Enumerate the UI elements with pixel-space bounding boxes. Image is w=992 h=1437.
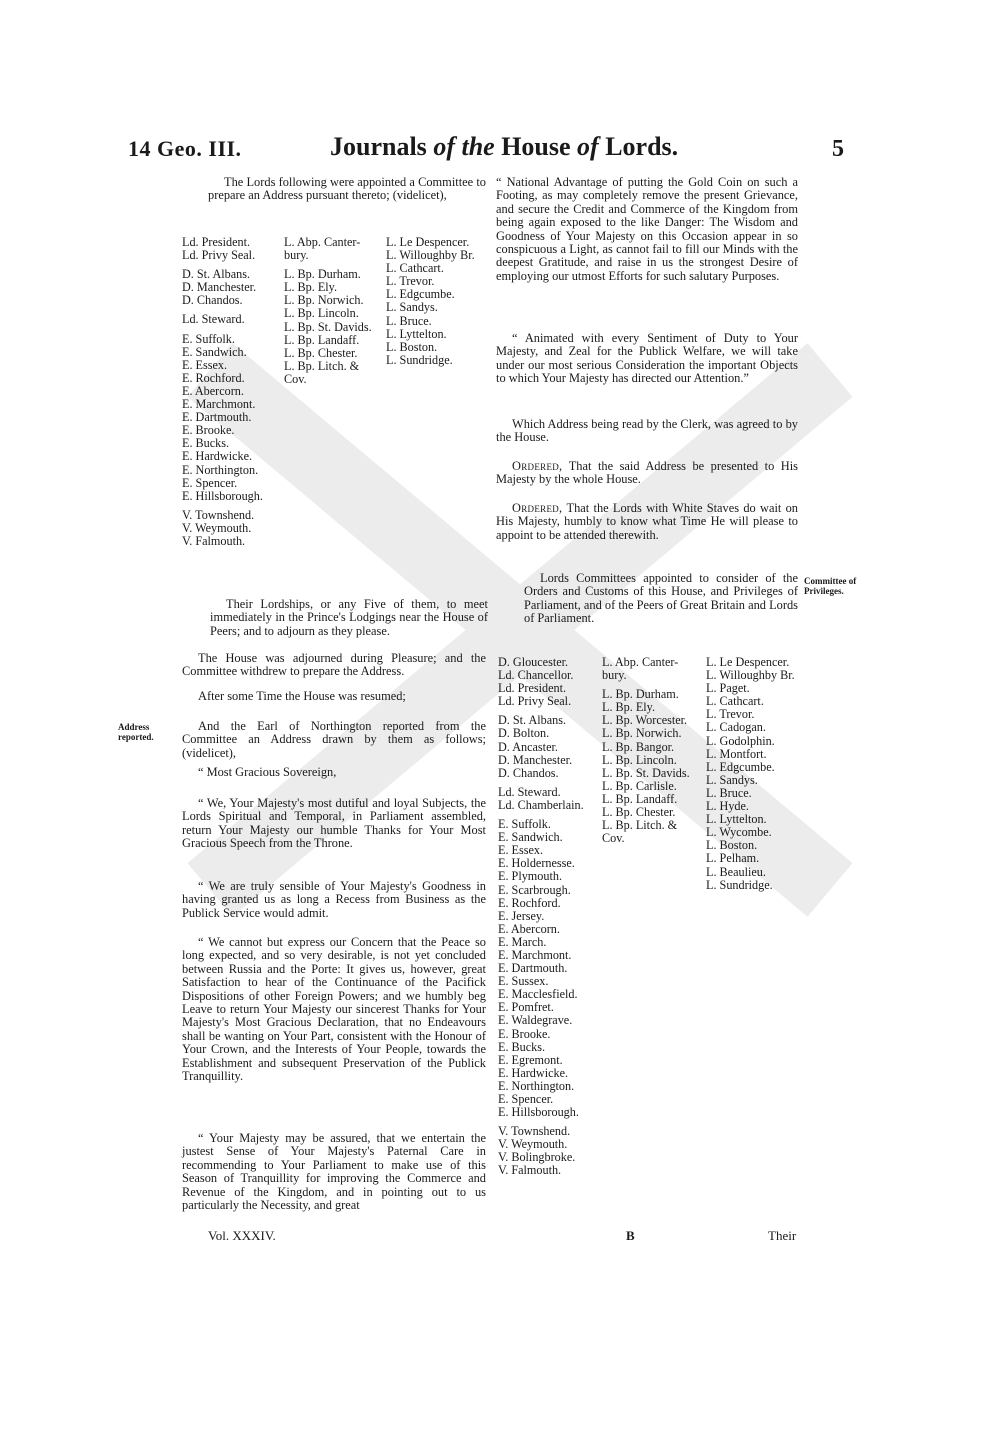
address-reported: And the Earl of Northington reported from the Committee an Address drawn by them as follows; (videlicet), [182,719,486,760]
list-item: L. Edgcumbe. [706,759,775,774]
list-item: L. Bp. Landaff. [284,332,360,347]
list-item: L. Willoughby Br. [386,248,475,263]
list-item: L. Hyde. [706,799,749,814]
list-item: D. Bolton. [498,726,550,741]
list-item: Ld. Privy Seal. [498,694,572,709]
list-item: L. Paget. [706,681,750,696]
list-item: E. Marchmont. [498,947,572,962]
list-item: E. Dartmouth. [182,410,252,425]
running-head-regnal: 14 Geo. III. [128,136,242,161]
list-item: E. March. [498,934,547,949]
volume-number: Vol. XXXIV. [208,1228,276,1243]
list-item: L. Trevor. [706,707,755,722]
list-item: Ld. Steward. [182,312,245,327]
address-para-4: “ Your Majesty may be assured, that we entertain the justest Sense of Your Majesty's Paternal Care in recommending to Your Parliament to make use of this Season of Tranquillity for improving the Commerce and Revenue of the Kingdom, and in pointing out to us particularly the Necessity, and great [182,1131,486,1213]
list-item: Ld. Chancellor. [498,668,574,683]
list-item: L. Lyttelton. [706,812,767,827]
list-item: V. Falmouth. [498,1163,562,1178]
margin-note-address: Address reported. [118,722,154,742]
list-item: E. Marchmont. [182,397,256,412]
list-item: Cov. [284,371,307,386]
list-item: L. Sundridge. [386,352,453,367]
list-item: Ld. Privy Seal. [182,248,256,263]
list-item: Ld. Chamberlain. [498,797,584,812]
list-item: L. Bp. Durham. [284,267,361,282]
list-item: E. Abercorn. [498,921,560,936]
order-white-staves: Ordered, That the Lords with White Staves do wait on His Majesty, humbly to know what Time He will please to appoint to be attended therewith. [496,501,799,542]
list-item: E. Northington. [498,1078,575,1093]
list-item: L. Bp. St. Davids. [602,765,690,780]
page-number: 5 [832,136,844,162]
list-item: L. Bp. Chester. [602,805,676,820]
list-item: E. Dartmouth. [498,961,568,976]
list-item: L. Bp. Lincoln. [284,306,359,321]
list-item: L. Bp. Bangor. [602,739,675,754]
list-item: L. Le Despencer. [706,655,790,669]
list-item: E. Northington. [182,462,259,477]
address-para-6: “ Animated with every Sentiment of Duty to Your Majesty, and Zeal for the Publick Welfare, we will take under our most serious Consideration the important Objects to which Your Majesty has directed our Attention.” [496,331,798,386]
title-house: House [501,132,571,161]
list-item: E. Brooke. [182,423,235,438]
list-item: E. Suffolk. [182,331,235,346]
list-item: E. Rochford. [182,370,245,385]
list-item: L. Wycombe. [706,825,772,840]
list-item: E. Scarbrough. [498,882,571,897]
list-item: L. Montfort. [706,746,767,761]
list-item: E. Essex. [498,843,544,858]
list-item: Cov. [602,831,625,846]
address-salutation: “ Most Gracious Sovereign, [198,765,337,779]
order-present-address: Ordered, That the said Address be presented to His Majesty by the whole House. [496,459,798,487]
list-item: L. Godolphin. [706,733,775,748]
list-item: L. Bp. Litch. & [602,818,678,833]
list-item: L. Bp. Carlisle. [602,778,677,793]
list-item: L. Cathcart. [706,694,764,709]
list-item: E. Hillsborough. [182,488,263,503]
margin-note-privileges: Committee of Privileges. [804,576,857,596]
list-item: L. Bruce. [706,785,752,800]
list-item: E. Pomfret. [498,1000,554,1015]
list-item: L. Edgcumbe. [386,287,455,302]
list-item: Ld. President. [182,235,251,249]
list-item: D. St. Albans. [182,267,251,282]
list-item: V. Bolingbroke. [498,1150,576,1165]
list-item: D. St. Albans. [498,713,567,728]
privileges-list-col1 [498,656,602,1178]
list-item: E. Hardwicke. [498,1065,569,1080]
list-item: E. Sussex. [498,974,549,989]
list-item: E. Essex. [182,357,228,372]
list-item: D. Manchester. [182,280,257,295]
list-item: E. Bucks. [498,1039,546,1054]
list-item: E. Suffolk. [498,817,551,832]
list-item: L. Cadogan. [706,720,766,735]
list-item: E. Jersey. [498,908,545,923]
list-item: E. Macclesfield. [498,987,578,1002]
meet-instructions: Their Lordships, or any Five of them, to meet immediately in the Prince's Lodgings near the House of Peers; and to adjourn as they please. [210,597,488,638]
list-item: D. Manchester. [498,752,573,767]
list-item: bury. [284,248,309,263]
list-item: bury. [602,668,627,683]
list-item: L. Bp. Norwich. [284,293,364,308]
list-item: D. Gloucester. [498,655,569,669]
list-item: D. Chandos. [498,765,559,780]
list-item: E. Plymouth. [498,869,562,884]
list-item: D. Ancaster. [498,739,558,754]
list-item: E. Waldegrave. [498,1013,573,1028]
list-item: V. Townshend. [182,507,255,522]
list-item: E. Holdernesse. [498,856,575,871]
list-item: E. Sandwich. [182,344,247,359]
list-item: E. Hardwicke. [182,449,253,464]
list-item: L. Lyttelton. [386,326,447,341]
house-resumed: After some Time the House was resumed; [198,689,406,703]
list-item: L. Bp. Litch. & [284,358,360,373]
address-para-3: “ We cannot but express our Concern that the Peace so long expected, and so very desirable, is not yet concluded between Russia and the Porte: It gives us, however, great Satisfaction to hear of the Continuance of the Pacifick Dispositions of other Foreign Powers; and we humbly beg Leave to return Your Majesty our sincerest Thanks for Your Majesty's Most Gracious Declaration, that no Endeavours shall be wanting on Your Part, consistent with the Honour of Your Crown, and the Interests of Your People, towards the Establishment and subsequent Preservation of the Publick Tranquillity. [182,935,486,1084]
list-item: D. Chandos. [182,293,243,308]
list-item: L. Bp. St. Davids. [284,319,372,334]
list-item: L. Abp. Canter- [284,235,361,249]
catchword: Their [768,1228,797,1243]
list-item: L. Bp. Ely. [602,700,656,715]
list-item: V. Falmouth. [182,533,246,548]
list-item: E. Sandwich. [498,830,563,845]
list-item: L. Bp. Ely. [284,280,338,295]
list-item: V. Townshend. [498,1124,571,1139]
committee-list-col3 [386,236,490,367]
list-item: L. Boston. [386,339,438,354]
list-item: E. Rochford. [498,895,561,910]
list-item: L. Bp. Durham. [602,687,679,702]
list-item: L. Sundridge. [706,877,773,892]
list-item: E. Bucks. [182,436,230,451]
committee-intro: The Lords following were appointed a Committee to prepare an Address pursuant thereto; (videlicet), [208,175,486,203]
address-para-1: “ We, Your Majesty's most dutiful and loyal Subjects, the Lords Spiritual and Temporal, in Parliament assembled, return Your Majesty our humble Thanks for Your Most Gracious Speech from the Throne. [182,796,486,851]
list-item: L. Bp. Landaff. [602,791,678,806]
privileges-committee-heading: Lords Committees appointed to consider of the Orders and Customs of this House, and Privileges of Parliament, and of the Peers of Great Britain and Lords of Parliament. [524,571,798,626]
list-item: V. Weymouth. [182,520,252,535]
list-item: L. Cathcart. [386,261,444,276]
title-lords: Lords. [605,132,679,161]
list-item: L. Sandys. [706,772,758,787]
list-item: L. Sandys. [386,300,438,315]
list-item: L. Bp. Lincoln. [602,752,677,767]
list-item: E. Brooke. [498,1026,551,1041]
address-para-2: “ We are truly sensible of Your Majesty's Goodness in having granted us as long a Recess from Business as the Publick Service would admit. [182,879,486,920]
committee-list-col2 [284,236,376,386]
list-item: L. Le Despencer. [386,235,470,249]
list-item: L. Beaulieu. [706,864,766,879]
list-item: Ld. Steward. [498,784,561,799]
list-item: E. Spencer. [182,475,238,490]
list-item: L. Bp. Worcester. [602,713,688,728]
running-head-title [330,132,678,162]
list-item: L. Abp. Canter- [602,655,679,669]
privileges-list-col2 [602,656,704,845]
list-item: L. Willoughby Br. [706,668,795,683]
list-item: E. Spencer. [498,1092,554,1106]
list-item: L. Pelham. [706,851,760,866]
list-item: E. Hillsborough. [498,1105,579,1120]
house-adjourned: The House was adjourned during Pleasure; and the Committee withdrew to prepare the Address. [182,651,486,679]
list-item: V. Weymouth. [498,1137,568,1152]
list-item: E. Egremont. [498,1052,563,1067]
list-item: L. Boston. [706,838,758,853]
list-item: L. Bp. Norwich. [602,726,682,741]
list-item: L. Bruce. [386,313,432,328]
title-journals: Journals [330,132,427,161]
title-of-the: of the [433,132,495,161]
list-item: E. Abercorn. [182,383,244,398]
list-item: L. Bp. Chester. [284,345,358,360]
list-item: Ld. President. [498,681,567,696]
signature-mark: B [626,1228,635,1243]
list-item: L. Trevor. [386,274,435,289]
title-of: of [577,132,599,161]
committee-list-col1 [182,236,282,548]
address-agreed: Which Address being read by the Clerk, was agreed to by the House. [496,417,798,445]
privileges-list-col3 [706,656,810,892]
address-para-5: “ National Advantage of putting the Gold Coin on such a Footing, as may completely remove the present Grievance, and secure the Credit and Commerce of the Kingdom from being again exposed to the like Danger: The Wisdom and Goodness of Your Majesty on this Occasion appear in so conspicuous a Light, as cannot fail to fill our Minds with the deepest Gratitude, and raise in us the strongest Desire of employing our utmost Efforts for such salutary Purposes. [496,175,798,283]
